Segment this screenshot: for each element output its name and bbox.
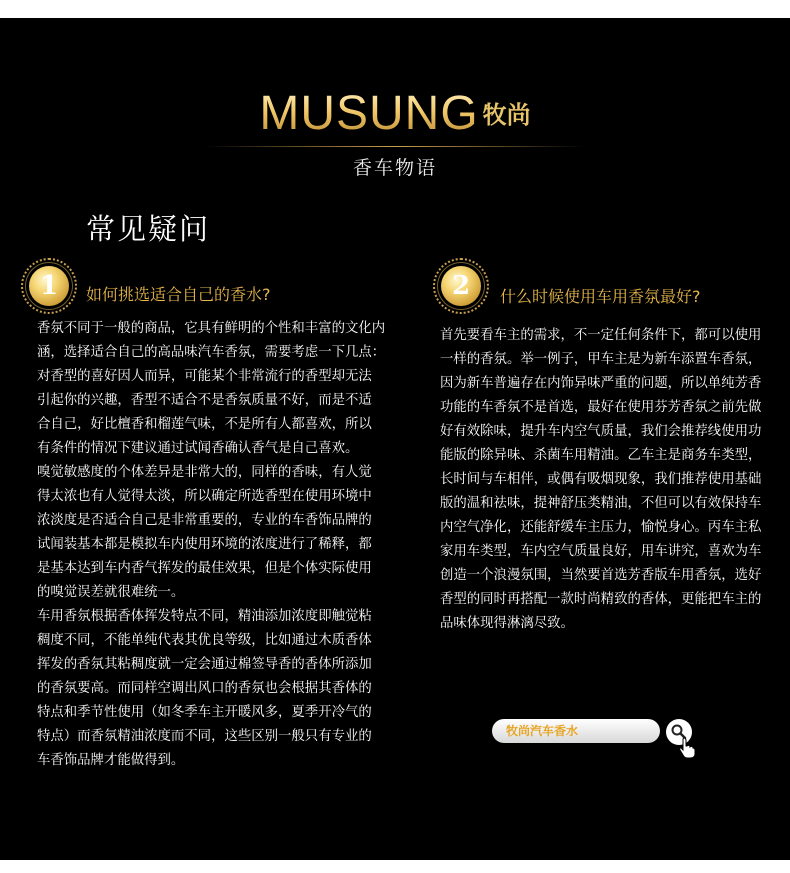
answer-1-line: 挥发的香氛其粘稠度就一定会通过棉签导香的香体所添加 xyxy=(37,657,372,672)
answer-2-line: 家用车类型，车内空气质量良好，用车讲究，喜欢为车 xyxy=(440,544,762,559)
answer-2-line: 一样的香氛。举一例子，甲车主是为新车添置车香氛， xyxy=(440,352,762,367)
answer-2-line: 首先要看车主的需求，不一定任何条件下，都可以使用 xyxy=(440,328,762,343)
answer-1 xyxy=(37,317,417,773)
answer-1-line: 车用香氛根据香体挥发特点不同，精油添加浓度即触觉粘 xyxy=(37,609,372,624)
answer-2-line: 能版的除异味、杀菌车用精油。乙车主是商务车类型， xyxy=(440,448,762,463)
answer-2-line: 长时间与车相伴，或偶有吸烟现象，我们推荐使用基础 xyxy=(440,472,762,487)
answer-2-line: 因为新车普遍存在内饰异味严重的问题，所以单纯芳香 xyxy=(440,376,762,391)
number-badge-2: 2 xyxy=(441,266,481,306)
answer-2-line: 品味体现得淋漓尽致。 xyxy=(440,616,574,631)
answer-2 xyxy=(440,324,785,636)
answer-1-line: 浓淡度是否适合自己是非常重要的，专业的车香饰品牌的 xyxy=(37,513,372,528)
number-badge-1: 1 xyxy=(29,266,69,306)
answer-1-line: 特点和季节性使用（如冬季车主开暖风多，夏季开冷气的 xyxy=(37,705,372,720)
brand-name-en: MUSUNG xyxy=(259,87,479,140)
answer-1-line: 得太浓也有人觉得太淡，所以确定所选香型在使用环境中 xyxy=(37,489,372,504)
answer-2-line: 香型的同时再搭配一款时尚精致的香体，更能把车主的 xyxy=(440,592,762,607)
brand-name-cn: 牧尚 xyxy=(482,101,531,129)
answer-1-line: 的嗅觉误差就很难统一。 xyxy=(37,585,185,600)
question-title-2: 什么时候使用车用香氛最好? xyxy=(500,287,701,306)
answer-1-line: 对香型的喜好因人而异，可能某个非常流行的香型却无法 xyxy=(37,369,372,384)
answer-1-line: 稠度不同，不能单纯代表其优良等级，比如通过木质香体 xyxy=(37,633,372,648)
search-input[interactable]: 牧尚汽车香水 xyxy=(492,719,660,743)
answer-2-line: 版的温和祛味，提神舒压类精油，不但可以有效保持车 xyxy=(440,496,762,511)
answer-2-line: 功能的车香氛不是首选，最好在使用芬芳香氛之前先做 xyxy=(440,400,762,415)
answer-1-line: 香氛不同于一般的商品，它具有鲜明的个性和丰富的文化内 xyxy=(37,321,386,336)
answer-1-line: 特点）而香氛精油浓度而不同，这些区别一般只有专业的 xyxy=(37,729,372,744)
answer-1-line: 有条件的情况下建议通过试闻香确认香气是自己喜欢。 xyxy=(37,441,359,456)
answer-1-line: 引起你的兴趣，香型不适合不是香氛质量不好，而是不适 xyxy=(37,393,372,408)
answer-1-line: 嗅觉敏感度的个体差异是非常大的，同样的香味，有人觉 xyxy=(37,465,372,480)
answer-1-line: 涵，选择适合自己的高品味汽车香氛，需要考虑一下几点： xyxy=(37,345,386,360)
brand-divider xyxy=(205,146,585,147)
answer-1-line: 的香氛要高。而同样空调出风口的香氛也会根据其香体的 xyxy=(37,681,372,696)
hand-cursor-icon xyxy=(678,737,696,759)
answer-2-line: 内空气净化，还能舒缓车主压力，愉悦身心。丙车主私 xyxy=(440,520,762,535)
answer-2-line: 好有效除味，提升车内空气质量，我们会推荐线使用功 xyxy=(440,424,762,439)
answer-1-line: 合自己，好比檀香和榴莲气味，不是所有人都喜欢，所以 xyxy=(37,417,372,432)
answer-1-line: 试闻装基本都是模拟车内使用环境的浓度进行了稀释，都 xyxy=(37,537,372,552)
question-title-1: 如何挑选适合自己的香水? xyxy=(86,285,271,304)
faq-title: 常见疑问 xyxy=(86,212,211,246)
answer-1-line: 是基本达到车内香气挥发的最佳效果，但是个体实际使用 xyxy=(37,561,372,576)
brand-header xyxy=(0,86,790,141)
answer-2-line: 创造一个浪漫氛围，当然要首选芳香版车用香氛，选好 xyxy=(440,568,762,583)
brand-tagline: 香车物语 xyxy=(352,157,437,179)
answer-1-line: 车香饰品牌才能做得到。 xyxy=(37,753,185,768)
